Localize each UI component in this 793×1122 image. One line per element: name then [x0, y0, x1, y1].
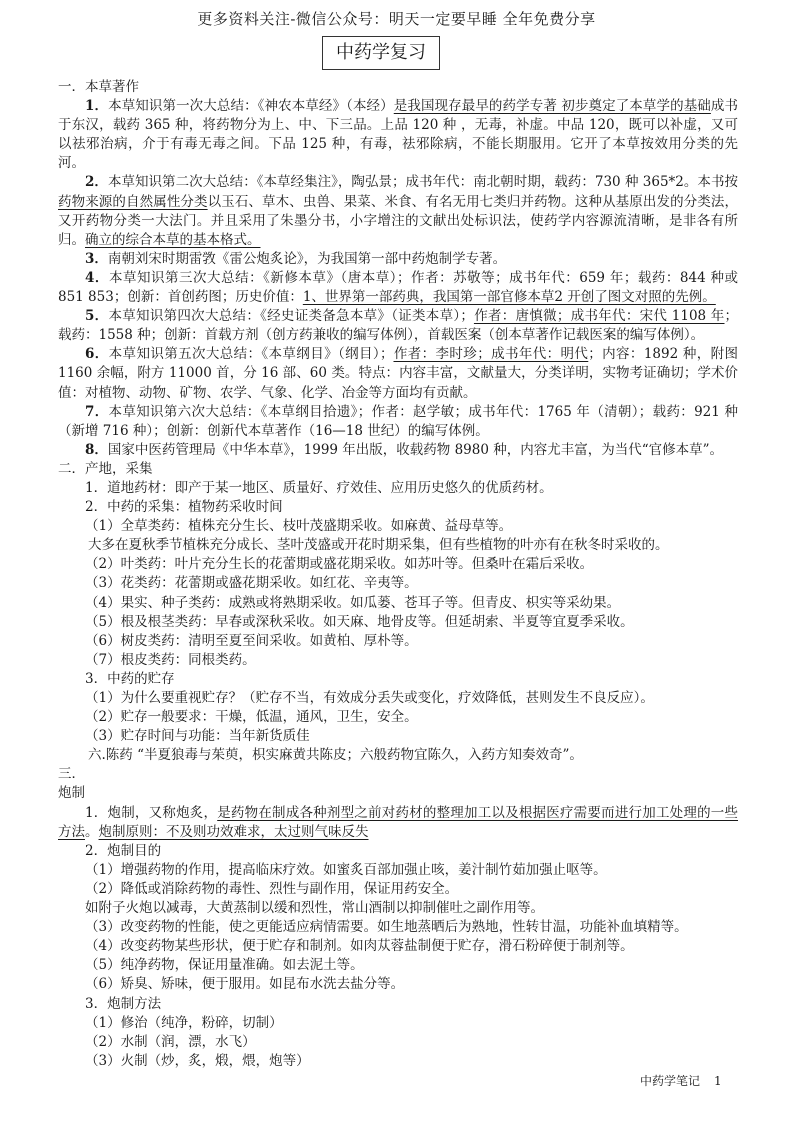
origin-line: 大多在夏秋季节植株充分成长、茎叶茂盛或开花时期采集，但有些植物的叶亦有在秋冬时采收的。 [88, 537, 669, 554]
section-heading-processing [58, 765, 738, 803]
processing-line: 如附子火炮以减毒，大黄蒸制以缓和烈性，常山酒制以抑制催吐之副作用等。 [85, 900, 544, 917]
underlined-text: 炮制原则：不及则功效难求，太过则气味反失 [98, 823, 369, 840]
text: 本草知识第二次大总结：《本草经集注》，陶弘景；成书年代：南北朝时期，载药：730 种 365*2。本书按 [107, 174, 738, 191]
origin-line: （3）花类药：花蕾期或盛花期采收。如红花、辛夷等。 [85, 575, 418, 592]
origin-line: （4）果实、种子类药：成熟或将熟期采收。如瓜蒌、苍耳子等。但青皮、枳实等采幼果。 [85, 594, 621, 611]
underlined-text: 是我国现存最早的药学专著 初步奠定了本草学的基础 [393, 98, 711, 115]
origin-line: （3）贮存时间与功能：当年新货质佳 [85, 728, 310, 745]
origin-line: （6）树皮类药：清明至夏至间采收。如黄柏、厚朴等。 [85, 632, 418, 649]
text: 本草知识第六次大总结：《本草纲目拾遗》；作者：赵学敏；成书年代：1765 年（清朝）；载药：921 种（新增 716 种）；创新：创新代本草著作（16—18 世纪）的编写体例。 [58, 403, 738, 439]
item-number: 4． [85, 269, 109, 286]
item-number: 3． [85, 250, 108, 267]
underlined-text: 作者：唐慎微；成书年代：宋代 1108 年 [473, 308, 725, 325]
section-title: 炮制 [58, 785, 85, 802]
processing-line: 3．炮制方法 [85, 995, 162, 1012]
processing-line: （4）改变药物某些形状，便于贮存和制剂。如肉苁蓉盐制便于贮存，滑石粉碎便于制剂等。 [85, 938, 634, 955]
footer-label: 中药学笔记 [640, 1074, 701, 1088]
origin-line: 2．中药的采集：植物药采收时间 [85, 499, 283, 516]
item-number: 2． [85, 174, 108, 191]
processing-line: （1）修治（纯净，粉碎，切制） [85, 1014, 283, 1031]
text: 国家中医药管理局《中华本草》，1999 年出版，收载药物 8980 种，内容尤丰富，为当代“官修本草”。 [107, 441, 724, 458]
item-number: 5． [85, 308, 109, 325]
text: 南朝刘宋时期雷敩《雷公炮炙论》，为我国第一部中药炮制学专著。 [107, 250, 507, 267]
herbal-paragraph-5 [58, 307, 738, 345]
origin-line: （7）根皮类药：同根类药。 [85, 651, 256, 668]
herbal-paragraph-7 [58, 403, 738, 441]
processing-line: （3）火制（炒，炙，煅，煨，炮等） [85, 1052, 310, 1069]
underlined-text: 是药物在制成各种剂型之前对药材的整理加工以及根据医疗需要而进行加工处理的一些方法 [58, 804, 739, 840]
herbal-paragraph-8 [58, 441, 738, 460]
herbal-paragraph-2 [58, 173, 738, 249]
underlined-text: 作者：李时珍；成书年代：明代 [393, 346, 589, 363]
section-heading-herbal: 一．本草著作 [58, 79, 139, 95]
origin-line: 六.陈药 “半夏狼毒与茱萸，枳实麻黄共陈皮；六般药物宜陈久，入药方知奏效奇”。 [88, 747, 583, 764]
processing-line: （6）矫臭、矫味，便于服用。如昆布水洗去盐分等。 [85, 976, 405, 993]
processing-line: 2．炮制目的 [85, 842, 162, 859]
text: 以玉石、草木、虫兽、果菜、米食、有名无用七类归并药物。这种从基原出发的分类法，又开药物分类一大法门。并且采用了朱墨分书，小字增注的文献出处标识法，使药学内容源流清晰，是非各有所归。 [58, 193, 739, 248]
origin-line: 3．中药的贮存 [85, 670, 175, 687]
underlined-text: 1、世界第一部药典，我国第一部官修本草2 开创了图文对照的先例。 [302, 289, 716, 306]
text: ；载药：1558 种；创新：首载方剂（创方药兼收的编写体例），首载医案（创本草著作记载医案的编写体例）。 [58, 308, 738, 344]
origin-line: （2）贮存一般要求：干燥，低温，通风，卫生，安全。 [85, 709, 418, 726]
processing-line: （3）改变药物的性能，使之更能适应病情需要。如生地蒸晒后为熟地，性转甘温，功能补血填精等。 [85, 919, 688, 936]
page-footer [640, 1072, 722, 1089]
processing-line: （2）水制（润，漂，水飞） [85, 1033, 256, 1050]
processing-definition [58, 804, 738, 842]
document-body [58, 78, 738, 1071]
herbal-paragraph-3 [58, 250, 738, 269]
item-number: 8． [85, 441, 108, 458]
page-title: 中药学复习 [322, 36, 440, 70]
section-heading-origin: 二．产地，采集 [58, 460, 153, 477]
processing-line: （1）增强药物的作用，提高临床疗效。如蜜炙百部加强止咳，姜汁制竹茹加强止呕等。 [85, 861, 607, 878]
page-number: 1 [714, 1074, 722, 1088]
section-number: 三． [58, 766, 85, 783]
text: 本草知识第一次大总结：《神农本草经》（本经） [108, 98, 394, 115]
herbal-paragraph-1 [58, 97, 738, 173]
text: 本草知识第三次大总结：《新修本草》（唐本草）；作者：苏敬等；成书年代：659 年；载药：844 种或 851 853；创新：首创药图；历史价值： [58, 269, 738, 306]
processing-line: （2）降低或消除药物的毒性、烈性与副作用，保证用药安全。 [85, 880, 459, 897]
origin-line: （2）叶类药：叶片充分生长的花蕾期或盛花期采收。如苏叶等。但桑叶在霜后采收。 [85, 556, 594, 573]
item-number: 6． [85, 346, 109, 363]
origin-line: （1）全草类药：植株充分生长、枝叶茂盛期采收。如麻黄、益母草等。 [85, 518, 513, 535]
text: 本草知识第四次大总结：《经史证类备急本草》（证类本草）； [108, 308, 474, 325]
text: 。 [85, 823, 99, 840]
item-number: 7． [85, 403, 109, 420]
herbal-paragraph-4 [58, 269, 738, 307]
text: ；内容：1892 种，附图 1160 余幅，附方 11000 首，分 16 部、60 类。特点：内容丰富，文献量大，分类详明，实物考证确切；学术价值：对植物、动物、矿物、农学、气象、化学、冶金等方面均有贡献。 [58, 346, 739, 401]
origin-line: （5）根及根茎类药：早春或深秋采收。如天麻、地骨皮等。但延胡索、半夏等宜夏季采收。 [85, 613, 634, 630]
underlined-text: 药物来源的自然属性分类 [58, 193, 208, 210]
origin-line: 1．道地药材：即产于某一地区、质量好、疗效佳、应用历史悠久的优质药材。 [85, 479, 553, 496]
item-number: 1． [85, 98, 109, 115]
page-header: 更多资料关注-微信公众号：明天一定要早睡 全年免费分享 [197, 10, 596, 28]
text: 本草知识第五次大总结：《本草纲目》（纲目）； [108, 346, 394, 363]
underlined-text: 确立的综合本草的基本格式。 [85, 231, 261, 248]
text: 1．炮制，又称炮炙， [85, 804, 218, 821]
origin-line: （1）为什么要重视贮存？（贮存不当，有效成分丢失或变化，疗效降低，甚则发生不良反应）。 [85, 690, 654, 706]
text: 成书于东汉，载药 365 种，将药物分为上、中、下三品。上品 120 种 ，无毒，补虚。中品 120，既可以补虚，又可以祛邪治病，介于有毒无毒之间。下品 125 种，有毒，祛邪除病，不能长期服用。它开了本草按效用分类的先河。 [58, 98, 738, 172]
processing-line: （5）纯净药物，保证用量准确。如去泥土等。 [85, 957, 364, 974]
herbal-paragraph-6 [58, 345, 738, 402]
